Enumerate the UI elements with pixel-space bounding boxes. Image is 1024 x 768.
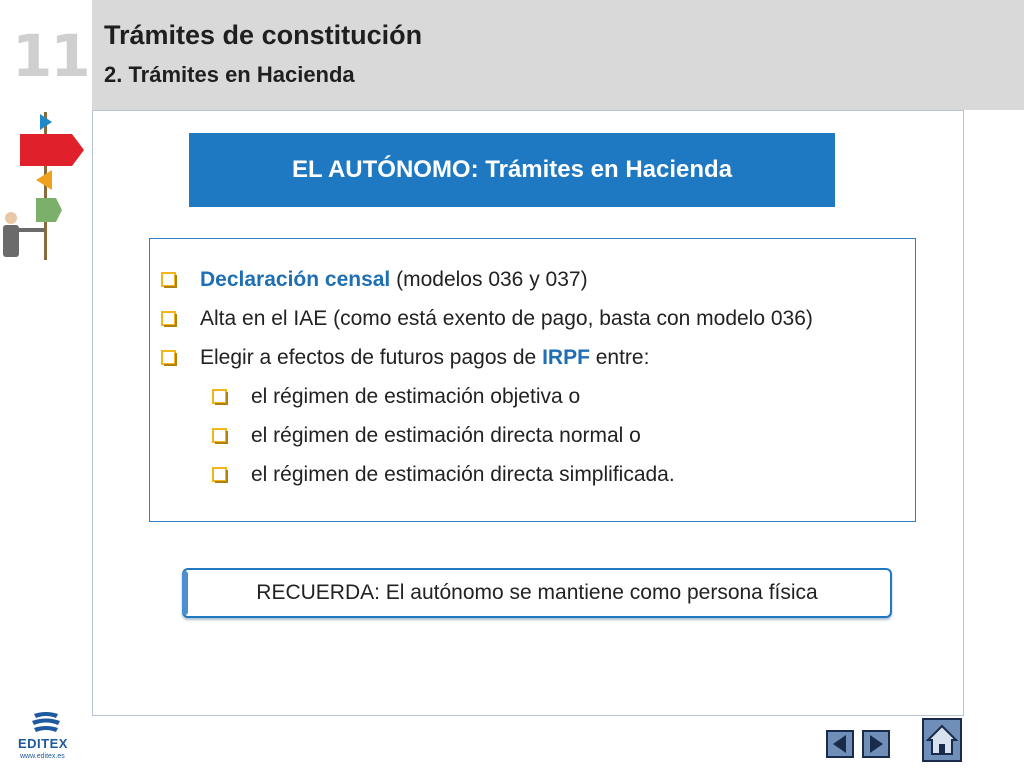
- list-item-text: [251, 424, 641, 448]
- header-band: [92, 0, 1024, 110]
- checkbox-bullet-icon: [161, 272, 178, 289]
- previous-slide-button[interactable]: [826, 730, 854, 758]
- text-segment: el régimen de estimación directa normal o: [251, 424, 641, 447]
- highlighted-term: Declaración censal: [200, 268, 391, 291]
- checkbox-bullet-icon: [212, 389, 229, 406]
- reminder-box: [182, 568, 892, 618]
- text-segment: entre:: [589, 346, 650, 369]
- reminder-accent: [182, 571, 188, 615]
- list-item: [161, 268, 588, 292]
- list-item: [212, 463, 675, 487]
- list-item: [212, 385, 580, 409]
- reminder-text: RECUERDA: El autónomo se mantiene como persona física: [256, 581, 818, 604]
- text-segment: el régimen de estimación objetiva o: [251, 385, 581, 408]
- text-segment: (modelos 036 y 037): [390, 268, 588, 291]
- text-segment: Alta en el IAE (como está exento de pago, basta con modelo 036): [200, 307, 813, 330]
- logo-url: www.editex.es: [20, 753, 65, 760]
- list-item-text: [200, 346, 649, 370]
- list-item: [161, 307, 813, 331]
- checkbox-bullet-icon: [212, 428, 229, 445]
- list-item-text: [200, 268, 588, 292]
- list-item: [161, 346, 649, 370]
- section-banner: EL AUTÓNOMO: Trámites en Hacienda: [189, 133, 835, 207]
- checkbox-bullet-icon: [161, 311, 178, 328]
- next-slide-button[interactable]: [862, 730, 890, 758]
- checkbox-bullet-icon: [212, 467, 229, 484]
- signpost-illustration-icon: [0, 112, 92, 262]
- house-icon: [924, 720, 960, 760]
- highlighted-term: IRPF: [542, 346, 590, 369]
- page-title: Trámites de constitución: [104, 20, 423, 50]
- text-segment: el régimen de estimación directa simplificada.: [251, 463, 675, 486]
- triangle-left-icon: [828, 732, 852, 756]
- text-segment: Elegir a efectos de futuros pagos de: [200, 346, 543, 369]
- chapter-number: 11: [12, 22, 89, 90]
- list-item-text: [251, 463, 675, 487]
- list-item-text: [251, 385, 580, 409]
- logo-brand: EDITEX: [18, 736, 68, 751]
- home-button[interactable]: [922, 718, 962, 762]
- list-item-text: [200, 307, 813, 331]
- triangle-right-icon: [864, 732, 888, 756]
- list-item: [212, 424, 641, 448]
- page-subtitle: 2. Trámites en Hacienda: [104, 62, 355, 87]
- checkbox-bullet-icon: [161, 350, 178, 367]
